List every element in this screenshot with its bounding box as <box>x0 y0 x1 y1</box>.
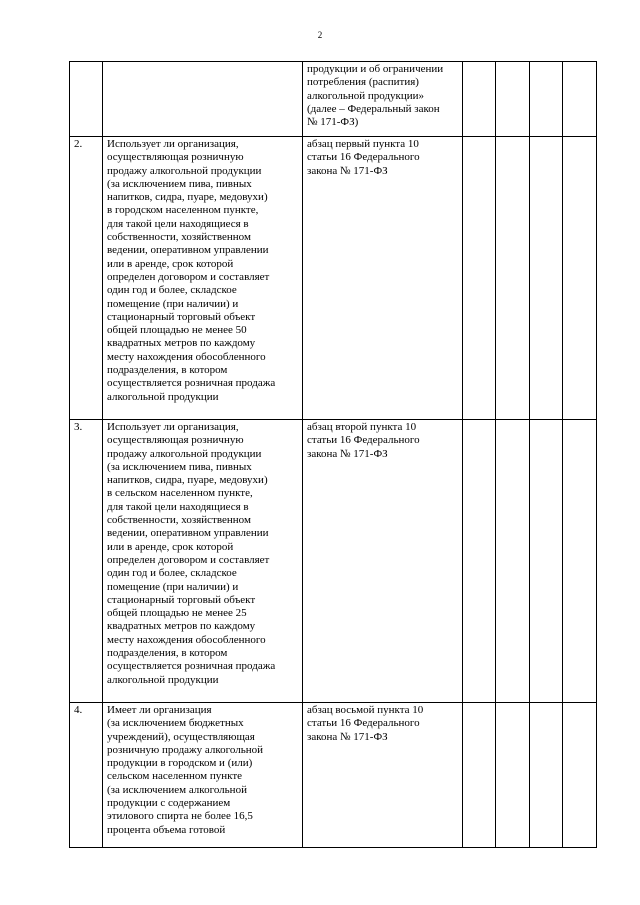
question-line: ведении, оперативном управлении <box>107 527 269 540</box>
question-line: (за исключением пива, пивных <box>107 460 252 473</box>
table-row <box>70 420 597 703</box>
question-line: или в аренде, срок которой <box>107 257 234 270</box>
question-line: определен договором и составляет <box>107 270 270 283</box>
question-line: или в аренде, срок которой <box>107 540 234 553</box>
question-line: стационарный торговый объект <box>107 593 256 606</box>
question-line: один год и более, складское <box>107 567 237 580</box>
reference-line: закона № 171-ФЗ <box>307 447 388 460</box>
question-line: розничную продажу алкогольной <box>107 743 264 756</box>
question-line: месту нахождения обособленного <box>107 350 266 363</box>
question-line: общей площадью не менее 50 <box>107 324 247 337</box>
row-number: 2. <box>70 137 103 420</box>
question-line: этилового спирта не более 16,5 <box>107 810 253 823</box>
answer-na-cell[interactable] <box>530 137 563 420</box>
question-line: для такой цели находящиеся в <box>107 217 249 230</box>
question-line: продукции с содержанием <box>107 797 231 810</box>
question-line: (за исключением бюджетных <box>107 717 244 730</box>
answer-na-cell[interactable] <box>530 703 563 848</box>
answer-no-cell[interactable] <box>496 420 530 703</box>
question-line: осуществляющая розничную <box>107 151 244 164</box>
question-line: учреждений), осуществляющая <box>107 730 255 743</box>
question-line: напитков, сидра, пуаре, медовухи) <box>107 191 268 204</box>
question-line: Использует ли организация, <box>107 138 239 150</box>
reference-line: (далее – Федеральный закон <box>307 102 440 115</box>
reference-line: абзац восьмой пункта 10 <box>307 704 424 716</box>
answer-na-cell[interactable] <box>530 62 563 137</box>
reference-cell <box>303 703 463 848</box>
question-cell <box>103 62 303 137</box>
answer-yes-cell[interactable] <box>463 137 496 420</box>
question-line: (за исключением пива, пивных <box>107 177 252 190</box>
answer-no-cell[interactable] <box>496 62 530 137</box>
question-line: один год и более, складское <box>107 284 237 297</box>
table-row <box>70 62 597 137</box>
question-line: в городском населенном пункте, <box>107 204 259 217</box>
question-line: месту нахождения обособленного <box>107 633 266 646</box>
notes-cell[interactable] <box>563 62 597 137</box>
question-line: помещение (при наличии) и <box>107 580 239 593</box>
reference-line: закона № 171-ФЗ <box>307 164 388 177</box>
question-line: Использует ли организация, <box>107 421 239 433</box>
answer-no-cell[interactable] <box>496 137 530 420</box>
row-number: 4. <box>70 703 103 848</box>
reference-line: № 171-ФЗ) <box>307 116 359 129</box>
question-line: собственности, хозяйственном <box>107 231 251 244</box>
notes-cell[interactable] <box>563 137 597 420</box>
question-line: общей площадью не менее 25 <box>107 607 247 620</box>
question-line: осуществляется розничная продажа <box>107 660 276 673</box>
reference-line: потребления (распития) <box>307 76 419 89</box>
question-line: определен договором и составляет <box>107 553 270 566</box>
checklist-table <box>69 61 597 848</box>
reference-line: статьи 16 Федерального <box>307 434 420 447</box>
question-line: подразделения, в котором <box>107 647 228 660</box>
question-line: для такой цели находящиеся в <box>107 500 249 513</box>
question-cell <box>103 703 303 848</box>
question-line: осуществляющая розничную <box>107 434 244 447</box>
answer-yes-cell[interactable] <box>463 62 496 137</box>
question-line: собственности, хозяйственном <box>107 514 251 527</box>
question-line: квадратных метров по каждому <box>107 620 256 633</box>
row-number: 3. <box>70 420 103 703</box>
reference-cell <box>303 137 463 420</box>
answer-na-cell[interactable] <box>530 420 563 703</box>
reference-line: абзац первый пункта 10 <box>307 138 419 150</box>
question-line: напитков, сидра, пуаре, медовухи) <box>107 474 268 487</box>
reference-line: алкогольной продукции» <box>307 89 425 102</box>
page-number: 2 <box>317 30 323 40</box>
question-line: Имеет ли организация <box>107 704 212 716</box>
question-line: сельском населенном пункте <box>107 770 243 783</box>
notes-cell[interactable] <box>563 703 597 848</box>
question-line: в сельском населенном пункте, <box>107 487 253 500</box>
question-cell <box>103 420 303 703</box>
answer-yes-cell[interactable] <box>463 703 496 848</box>
question-line: (за исключением алкогольной <box>107 783 247 796</box>
answer-yes-cell[interactable] <box>463 420 496 703</box>
reference-cell <box>303 420 463 703</box>
question-line: осуществляется розничная продажа <box>107 377 276 390</box>
notes-cell[interactable] <box>563 420 597 703</box>
question-line: ведении, оперативном управлении <box>107 244 269 257</box>
reference-line: закона № 171-ФЗ <box>307 730 388 743</box>
question-line: продукции в городском и (или) <box>107 757 253 770</box>
reference-line: статьи 16 Федерального <box>307 151 420 164</box>
row-number <box>70 62 103 137</box>
question-line: процента объема готовой <box>107 823 226 836</box>
table-row <box>70 137 597 420</box>
question-cell <box>103 137 303 420</box>
question-line: продажу алкогольной продукции <box>107 447 262 460</box>
question-line: квадратных метров по каждому <box>107 337 256 350</box>
reference-line: статьи 16 Федерального <box>307 717 420 730</box>
reference-cell <box>303 62 463 137</box>
answer-no-cell[interactable] <box>496 703 530 848</box>
table-row <box>70 703 597 848</box>
reference-line: абзац второй пункта 10 <box>307 421 417 433</box>
question-line: алкогольной продукции <box>107 390 219 403</box>
question-line: продажу алкогольной продукции <box>107 164 262 177</box>
question-line: стационарный торговый объект <box>107 310 256 323</box>
question-line: подразделения, в котором <box>107 364 228 377</box>
question-line: алкогольной продукции <box>107 673 219 686</box>
reference-line: продукции и об ограничении <box>307 63 444 75</box>
question-line: помещение (при наличии) и <box>107 297 239 310</box>
